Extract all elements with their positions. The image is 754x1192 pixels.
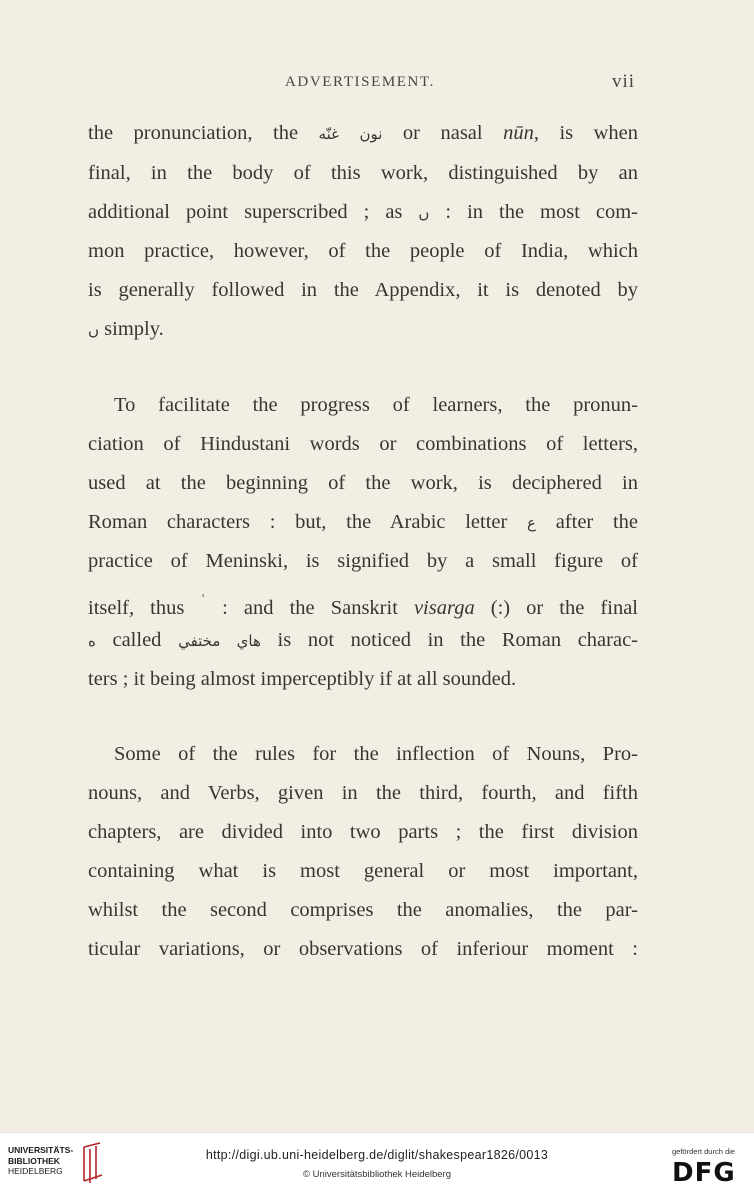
ain-mark: ʿ	[200, 591, 207, 610]
text-span: itself, thus	[88, 596, 201, 619]
text-line	[88, 510, 638, 535]
arabic-letter: ع	[527, 514, 536, 532]
italic-term: nūn	[503, 122, 534, 144]
text-span: : and the Sanskrit	[206, 596, 414, 619]
header-title: ADVERTISEMENT.	[285, 74, 435, 90]
text-line: is generally followed in the Appendix, it is denoted by	[88, 279, 638, 301]
dfg-logo: DFG	[672, 1158, 736, 1188]
text-span: , is when	[533, 122, 639, 144]
text-span: is not noticed in the Roman charac-	[260, 629, 638, 651]
text-span: : in the most com-	[429, 201, 638, 223]
text-span: Roman characters : but, the Arabic letter	[88, 511, 528, 533]
text-line: ters ; it being almost imperceptibly if at all sounded.	[88, 668, 517, 690]
text-span: called	[95, 629, 179, 651]
text-line	[88, 589, 638, 620]
arabic-letter: ں	[418, 204, 430, 222]
library-line: BIBLIOTHEK	[8, 1155, 60, 1166]
arabic-word: غنّه	[318, 125, 339, 143]
funding-note: gefördert durch die	[672, 1147, 735, 1156]
text-line: containing what is most general or most important,	[88, 860, 638, 882]
arabic-phrase: هاي مختفي	[178, 632, 261, 650]
italic-term: visarga	[413, 596, 475, 619]
text-line: nouns, and Verbs, given in the third, fourth, and fifth	[88, 782, 638, 804]
text-line	[88, 628, 638, 653]
arabic-word: نون	[359, 125, 383, 143]
copyright-notice: © Universitätsbibliothek Heidelberg	[303, 1169, 451, 1180]
text-line: To facilitate the progress of learners, the pronun-	[114, 394, 638, 416]
text-line: ciation of Hindustani words or combinations of letters,	[88, 433, 638, 455]
text-span: (:) or the final	[474, 596, 638, 619]
permalink-url[interactable]: http://digi.ub.uni-heidelberg.de/diglit/shakespear1826/0013	[205, 1148, 549, 1162]
text-line	[88, 317, 638, 342]
text-line: practice of Meninski, is signified by a small figure of	[88, 550, 638, 572]
text-line	[88, 200, 638, 225]
library-line: UNIVERSITÄTS-	[8, 1145, 74, 1155]
arabic-letter: ں	[88, 321, 100, 339]
footer-bar	[0, 1132, 754, 1192]
text-line: used at the beginning of the work, is deciphered in	[88, 472, 638, 494]
library-line: HEIDELBERG	[8, 1166, 63, 1176]
text-span: simply.	[99, 318, 164, 340]
text-line: Some of the rules for the inflection of Nouns, Pro-	[114, 743, 638, 765]
text-line: ticular variations, or observations of inferiour moment :	[88, 938, 638, 960]
text-line: mon practice, however, of the people of India, which	[88, 240, 638, 262]
text-line: chapters, are divided into two parts ; the first division	[88, 821, 638, 843]
text-span: or nasal	[382, 122, 504, 144]
text-line: final, in the body of this work, distinguished by an	[88, 162, 638, 184]
text-span: additional point superscribed ; as	[88, 201, 419, 223]
text-span: after the	[536, 511, 639, 533]
text-line: whilst the second comprises the anomalies, the par-	[88, 899, 638, 921]
page-number: vii	[612, 71, 636, 92]
text-span: the pronunciation, the	[88, 122, 319, 144]
arabic-letter: ه	[88, 632, 96, 650]
running-header	[0, 71, 754, 96]
text-line	[88, 121, 638, 146]
